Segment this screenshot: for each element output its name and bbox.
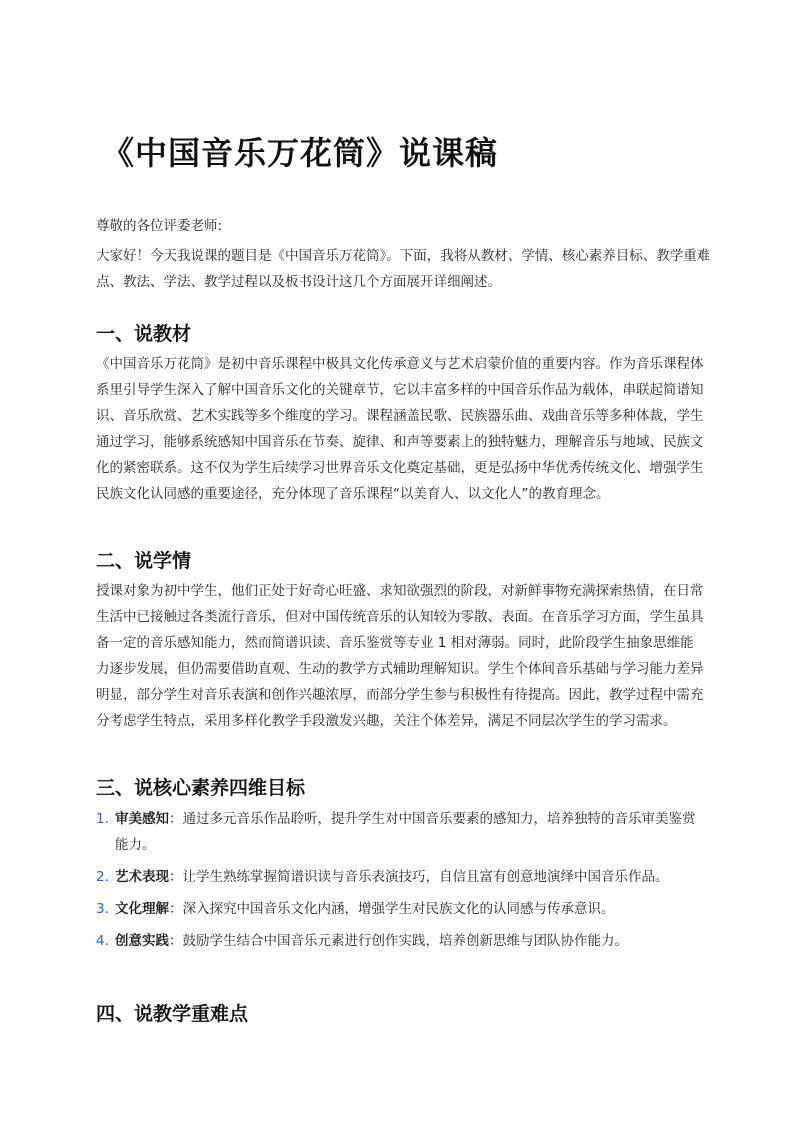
goal-item-culture [96,896,696,922]
goal-term: 创意实践 [115,933,169,949]
goal-term: 审美感知 [115,811,169,827]
goal-text: ：深入探究中国音乐文化内涵，增强学生对民族文化的认同感与传承意识。 [169,901,615,917]
section-heading-goals: 三、说核心素养四维目标 [96,777,306,799]
goal-text: ：鼓励学生结合中国音乐元素进行创作实践，培养创新思维与团队协作能力。 [169,933,628,949]
goal-term: 艺术表现 [115,869,169,885]
goal-number: 4. [96,933,109,949]
goal-item-performance [96,864,696,890]
goal-term: 文化理解 [115,901,169,917]
greeting: 尊敬的各位评委老师: [96,218,223,234]
goal-number: 2. [96,869,109,885]
section-heading-textbook: 一、说教材 [96,323,192,345]
goal-text: ：让学生熟练掌握简谱识读与音乐表演技巧，自信且富有创意地演绎中国音乐作品。 [169,869,669,885]
intro-paragraph: 大家好！今天我说课的题目是《中国音乐万花筒》。下面，我将从教材、学情、核心素养目标、教学重难点、教法、学法、教学过程以及板书设计这几个方面展开详细阐述。 [96,248,711,290]
goals-list [96,806,696,960]
document-title: 《中国音乐万花筒》说课稿 [102,134,499,172]
section-body-textbook: 《中国音乐万花筒》是初中音乐课程中极具文化传承意义与艺术启蒙价值的重要内容。作为音乐课程体系里引导学生深入了解中国音乐文化的关键章节，它以丰富多样的中国音乐作品为载体，串联起简谱知识、音乐欣赏、艺术实践等多个维度的学习。课程涵盖民歌、民族器乐曲、戏曲音乐等多种体裁，学生通过学习，能够系统感知中国音乐在节奏、旋律、和声等要素上的独特魅力，理解音乐与地域、民族文化的紧密联系。这不仅为学生后续学习世界音乐文化奠定基础，更是弘扬中华优秀传统文化、增强学生民族文化认同感的重要途径，充分体现了音乐课程“以美育人、以文化人”的教育理念。 [96,356,704,502]
section-heading-key-points: 四、说教学重难点 [96,1003,249,1025]
goal-item-aesthetic [96,806,696,858]
goal-number: 3. [96,901,109,917]
goal-number: 1. [96,811,109,827]
goal-item-creative [96,928,696,954]
section-heading-students: 二、说学情 [96,550,192,572]
goal-text: ：通过多元音乐作品聆听，提升学生对中国音乐要素的感知力，培养独特的音乐审美鉴赏能力。 [115,811,696,853]
section-body-students: 授课对象为初中学生，他们正处于好奇心旺盛、求知欲强烈的阶段，对新鲜事物充满探索热情，在日常生活中已接触过各类流行音乐，但对中国传统音乐的认知较为零散、表面。在音乐学习方面，学生虽具备一定的音乐感知能力，然而简谱识读、音乐鉴赏等专业 1 相对薄弱。同时，此阶段学生抽象思维能力逐步发展，但仍需要借助直观、生动的教学方式辅助理解知识。学生个体间音乐基础与学习能力差异明显，部分学生对音乐表演和创作兴趣浓厚，而部分学生参与积极性有待提高。因此，教学过程中需充分考虑学生特点，采用多样化教学手段激发兴趣，关注个体差异，满足不同层次学生的学习需求。 [96,583,704,729]
